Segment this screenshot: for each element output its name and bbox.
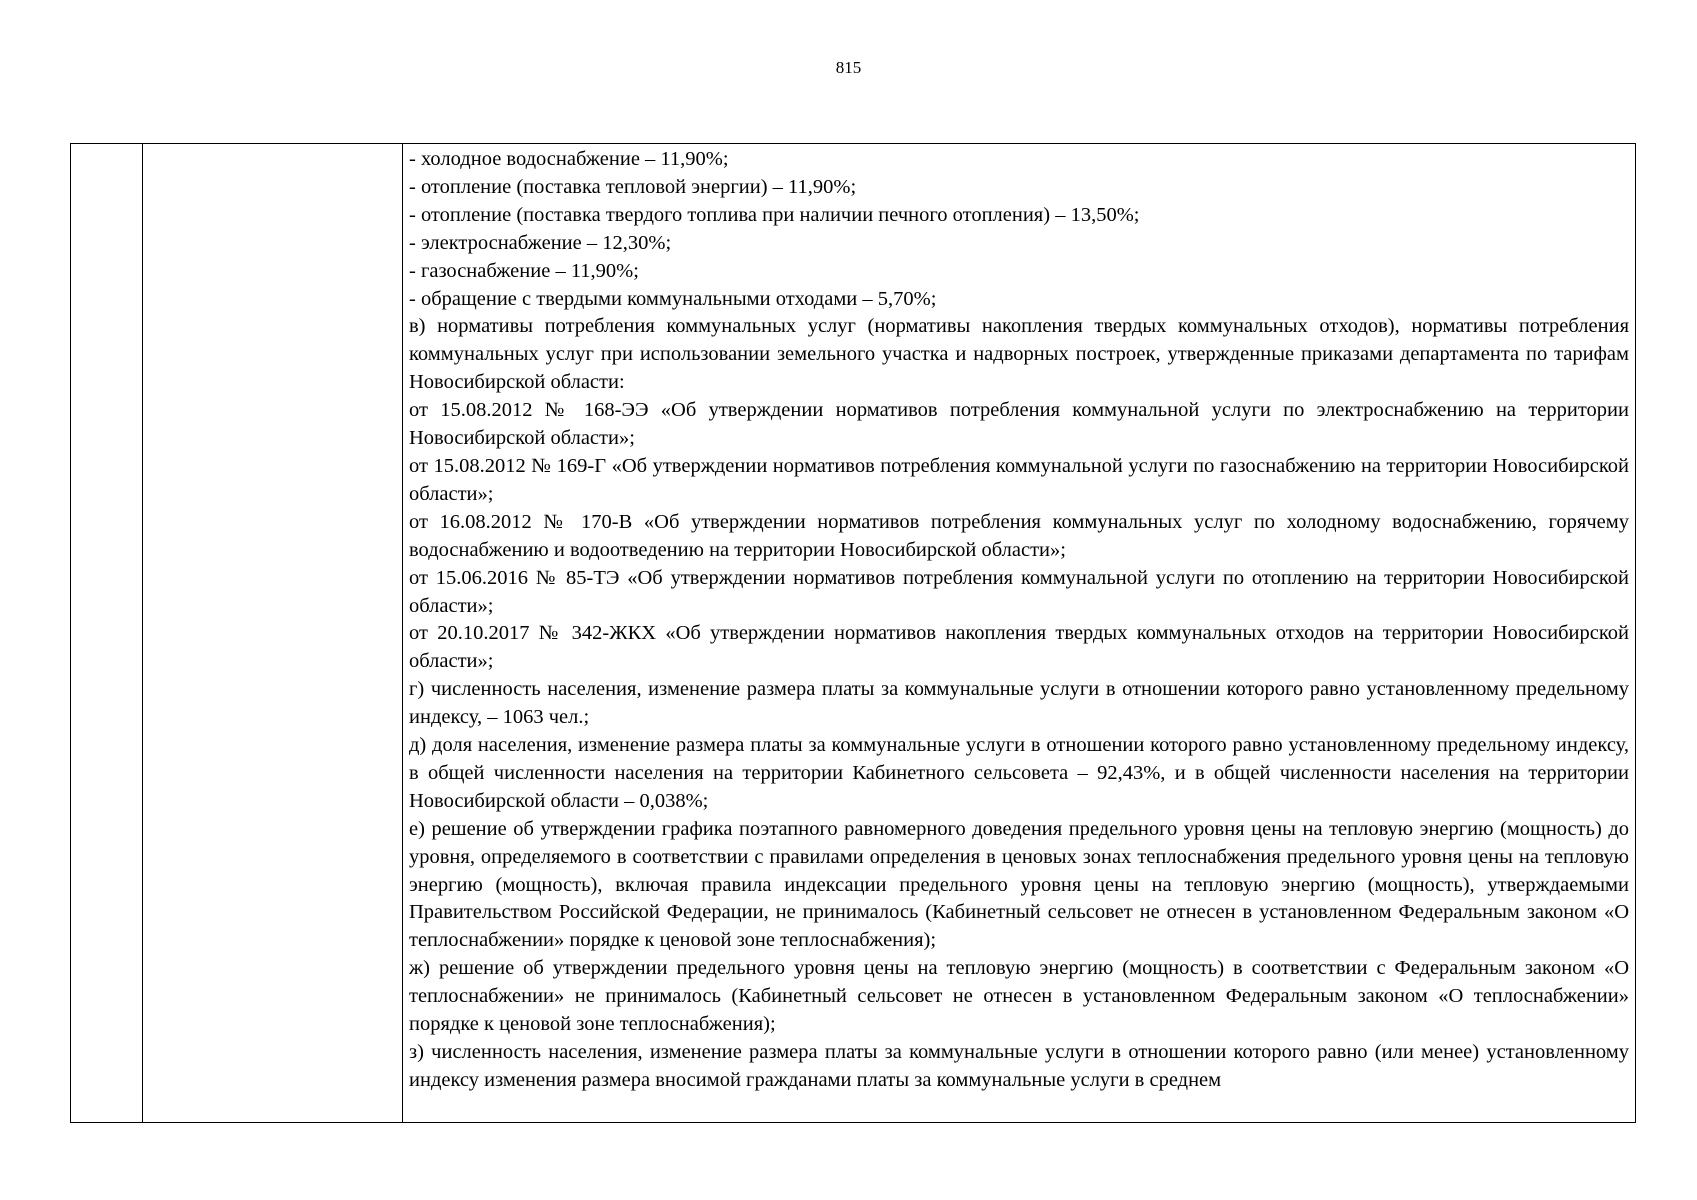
paragraph: е) решение об утверждении графика поэтапного равномерного доведения предельного уровня цены на тепловую энергию (мощность) до уровня, определяемого в соответствии с правилами определения в ценовых зонах теплоснабжения предельного уровня цены на тепловую энергию (мощность), включая правила индексации предельного уровня цены на тепловую энергию (мощность), утверждаемыми Правительством Российской Федерации, не принималось (Кабинетный сельсовет не отнесен в установленном Федеральным законом «О теплоснабжении» порядке к ценовой зоне теплоснабжения); bbox=[409, 817, 1629, 952]
paragraph: - отопление (поставка твердого топлива при наличии печного отопления) – 13,50%; bbox=[409, 203, 1140, 226]
paragraph: - газоснабжение – 11,90%; bbox=[409, 259, 639, 282]
paragraph: от 15.08.2012 № 169-Г «Об утверждении нормативов потребления коммунальной услуги по газоснабжению на территории Новосибирской области»; bbox=[409, 454, 1629, 505]
paragraph: - электроснабжение – 12,30%; bbox=[409, 231, 672, 254]
paragraph: - обращение с твердыми коммунальными отходами – 5,70%; bbox=[409, 287, 937, 310]
cell-text-block bbox=[403, 144, 1635, 1121]
table-cell-content bbox=[403, 144, 1636, 1123]
paragraph: от 20.10.2017 № 342-ЖКХ «Об утверждении нормативов накопления твердых коммунальных отходов на территории Новосибирской области»; bbox=[409, 622, 1629, 673]
paragraph: д) доля населения, изменение размера платы за коммунальные услуги в отношении которого равно установленному предельному индексу, в общей численности населения на территории Кабинетного сельсовета – 92,43%, и в общей численности населения на территории Новосибирской области – 0,038%; bbox=[409, 734, 1629, 812]
paragraph: от 15.06.2016 № 85-ТЭ «Об утверждении нормативов потребления коммунальной услуги по отоплению на территории Новосибирской области»; bbox=[409, 566, 1629, 617]
paragraph: в) нормативы потребления коммунальных услуг (нормативы накопления твердых коммунальных отходов), нормативы потребления коммунальных услуг при использовании земельного участка и надворных построек, утвержденные приказами департамента по тарифам Новосибирской области: bbox=[409, 315, 1629, 394]
table-cell-name bbox=[143, 144, 403, 1123]
document-table bbox=[70, 143, 1636, 1123]
paragraph: г) численность населения, изменение размера платы за коммунальные услуги в отношении которого равно установленному предельному индексу, – 1063 чел.; bbox=[409, 678, 1629, 729]
paragraph: - холодное водоснабжение – 11,90%; bbox=[409, 148, 729, 170]
paragraph: от 15.08.2012 № 168-ЭЭ «Об утверждении нормативов потребления коммунальной услуги по электроснабжению на территории Новосибирской области»; bbox=[409, 399, 1629, 450]
paragraph: от 16.08.2012 № 170-В «Об утверждении нормативов потребления коммунальных услуг по холодному водоснабжению, горячему водоснабжению и водоотведению на территории Новосибирской области»; bbox=[409, 510, 1629, 561]
paragraph: - отопление (поставка тепловой энергии) – 11,90%; bbox=[409, 175, 857, 198]
table-cell-number bbox=[71, 144, 143, 1123]
table-row bbox=[71, 144, 1636, 1123]
paragraph: ж) решение об утверждении предельного уровня цены на тепловую энергию (мощность) в соответствии с Федеральным законом «О теплоснабжении» не принималось (Кабинетный сельсовет не отнесен в установленном Федеральным законом «О теплоснабжении» порядке к ценовой зоне теплоснабжения); bbox=[409, 957, 1629, 1036]
page-number: 815 bbox=[835, 58, 862, 77]
paragraph: з) численность населения, изменение размера платы за коммунальные услуги в отношении которого равно (или менее) установленному индексу изменения размера вносимой гражданами платы за коммунальные услуги в среднем bbox=[409, 1041, 1629, 1091]
